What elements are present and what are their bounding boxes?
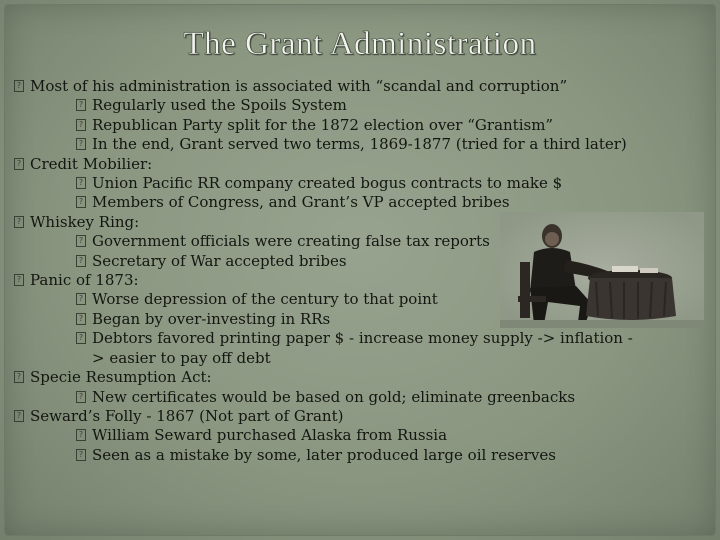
bullet-icon: ? [14, 274, 24, 286]
bullet-text: Government officials were creating false tax reports [92, 232, 490, 251]
bullet-icon: ? [76, 235, 86, 247]
bullet-text: Seward’s Folly - 1867 (Not part of Grant) [30, 406, 344, 425]
bullet-text: Worse depression of the century to that point [92, 290, 438, 309]
bullet-text: Specie Resumption Act: [30, 368, 212, 387]
bullet-text: Credit Mobilier: [30, 154, 153, 173]
bullet-text: Republican Party split for the 1872 election over “Grantism” [92, 115, 554, 134]
sub-bullet-item [14, 174, 714, 193]
sub-bullet-item [14, 310, 714, 329]
sub-bullet-item [14, 116, 714, 135]
bullet-icon: ? [76, 177, 86, 189]
bullet-item [14, 155, 714, 174]
bullet-icon: ? [14, 80, 24, 92]
bullet-icon: ? [14, 410, 24, 422]
bullet-item [14, 407, 714, 426]
bullet-item [14, 368, 714, 387]
sub-bullet-item [14, 388, 714, 407]
bullet-icon: ? [76, 332, 86, 344]
bullet-text: New certificates would be based on gold; eliminate greenbacks [92, 387, 576, 406]
sub-bullet-item [14, 232, 714, 251]
bullet-text: William Seward purchased Alaska from Russia [92, 426, 448, 445]
bullet-item [14, 77, 714, 96]
bullet-text: Debtors favored printing paper $ - increase money supply -> inflation -> easier to pay off debt [92, 329, 633, 367]
bullet-list [14, 77, 714, 465]
sub-bullet-item [14, 193, 714, 212]
bullet-text: Most of his administration is associated with “scandal and corruption” [30, 77, 568, 95]
bullet-icon: ? [76, 119, 86, 131]
sub-bullet-item [14, 135, 714, 154]
slide-title: The Grant Administration [183, 26, 537, 62]
sub-bullet-item [14, 96, 714, 115]
bullet-text: Began by over-investing in RRs [92, 309, 331, 328]
bullet-item [14, 271, 714, 290]
bullet-item [14, 213, 714, 232]
sub-bullet-item [14, 290, 714, 309]
bullet-icon: ? [76, 196, 86, 208]
sub-bullet-item [14, 252, 714, 271]
bullet-icon: ? [76, 255, 86, 267]
sub-bullet-item [14, 426, 714, 445]
bullet-text: Members of Congress, and Grant’s VP accepted bribes [92, 193, 510, 212]
bullet-text: Union Pacific RR company created bogus contracts to make $ [92, 174, 563, 193]
sub-bullet-item [14, 446, 714, 465]
bullet-icon: ? [76, 293, 86, 305]
bullet-text: Secretary of War accepted bribes [92, 251, 347, 270]
sub-bullet-item [14, 329, 644, 368]
bullet-icon: ? [14, 371, 24, 383]
bullet-icon: ? [14, 158, 24, 170]
bullet-text: Panic of 1873: [30, 271, 139, 290]
bullet-icon: ? [14, 216, 24, 228]
bullet-text: Regularly used the Spoils System [92, 96, 347, 115]
bullet-icon: ? [76, 138, 86, 150]
bullet-text: Seen as a mistake by some, later produced large oil reserves [92, 445, 556, 464]
bullet-icon: ? [76, 391, 86, 403]
bullet-icon: ? [76, 429, 86, 441]
bullet-icon: ? [76, 313, 86, 325]
bullet-icon: ? [76, 99, 86, 111]
bullet-text: Whiskey Ring: [30, 212, 140, 231]
bullet-text: In the end, Grant served two terms, 1869-1877 (tried for a third later) [92, 135, 627, 154]
bullet-icon: ? [76, 449, 86, 461]
